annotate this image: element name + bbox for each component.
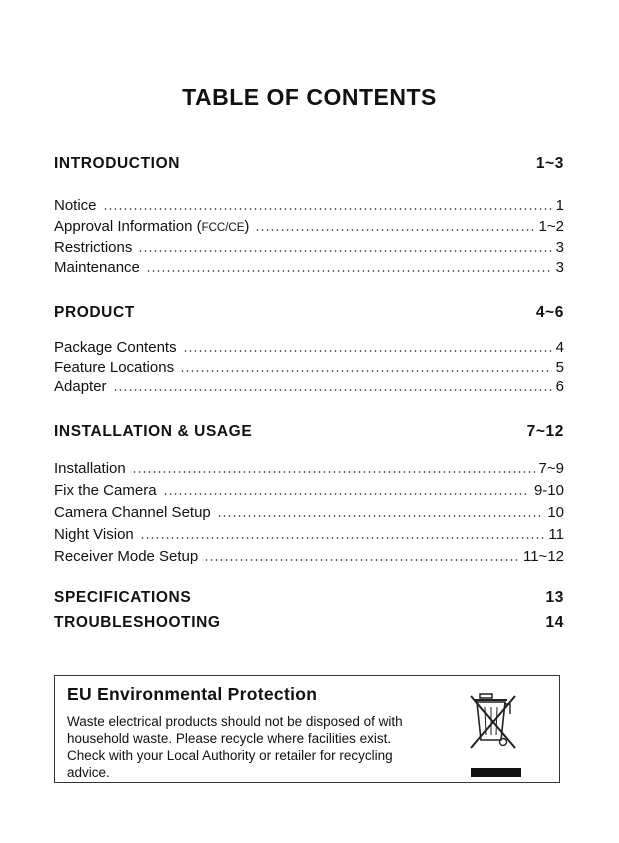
toc-entry-restrictions[interactable] [54, 236, 564, 256]
section-title: INSTALLATION & USAGE [54, 423, 253, 440]
toc-page: 11~12 [522, 548, 564, 565]
section-title: INTRODUCTION [54, 155, 181, 172]
dot-leader [138, 250, 551, 252]
section-pages: 14 [545, 614, 564, 631]
dot-leader [183, 350, 552, 352]
section-introduction[interactable] [54, 155, 564, 175]
toc-entry-package-contents[interactable] [54, 336, 564, 356]
section-title: TROUBLESHOOTING [54, 614, 221, 631]
toc-entry-night-vision[interactable] [54, 523, 564, 543]
eu-notice-line: Check with your Local Authority or retailer for recycling [67, 748, 393, 763]
toc-label-small: FCC/CE [201, 222, 245, 234]
eu-notice-line: advice. [67, 765, 110, 780]
eu-notice-line: household waste. Please recycle where facilities exist. [67, 731, 392, 746]
toc-entry-adapter[interactable] [54, 375, 564, 395]
toc-label: Night Vision [54, 526, 134, 543]
toc-label: Receiver Mode Setup [54, 548, 199, 565]
toc-page: 10 [547, 504, 564, 521]
toc-label: Maintenance [54, 259, 140, 276]
section-installation-usage[interactable] [54, 423, 564, 443]
eu-notice-title: EU Environmental Protection [67, 684, 318, 704]
toc-label: Adapter [54, 378, 107, 395]
dot-leader [217, 515, 544, 517]
dot-leader [132, 471, 535, 473]
section-pages: 4~6 [535, 304, 564, 321]
toc-page: 11 [548, 526, 564, 543]
toc-entry-approval-information[interactable] [54, 215, 564, 235]
dot-leader [140, 537, 545, 539]
section-pages: 7~12 [526, 423, 564, 440]
toc-entry-installation[interactable] [54, 457, 564, 477]
toc-label: Fix the Camera [54, 482, 157, 499]
dot-leader [103, 208, 552, 210]
toc-label: Camera Channel Setup [54, 504, 211, 521]
toc-label [54, 218, 249, 235]
crossed-out-wheelie-bin-icon [465, 688, 525, 778]
toc-entry-camera-channel-setup[interactable] [54, 501, 564, 521]
toc-label: Restrictions [54, 239, 133, 256]
toc-label: Installation [54, 460, 126, 477]
eu-notice-line: Waste electrical products should not be disposed of with [67, 714, 403, 729]
toc-page: 6 [555, 378, 564, 395]
section-pages: 1~3 [535, 155, 564, 172]
dot-leader [180, 370, 552, 372]
dot-leader [204, 559, 519, 561]
page-title: TABLE OF CONTENTS [182, 84, 437, 110]
section-product[interactable] [54, 304, 564, 324]
toc-page: 1~2 [538, 218, 564, 235]
dot-leader [146, 270, 552, 272]
toc-entry-receiver-mode-setup[interactable] [54, 545, 564, 565]
toc-label: Package Contents [54, 339, 177, 356]
toc-page: 4 [555, 339, 564, 356]
dot-leader [113, 389, 552, 391]
dot-leader [255, 229, 534, 231]
toc-page: 7~9 [538, 460, 564, 477]
toc-page: 1 [555, 197, 564, 214]
eu-environmental-notice [54, 675, 560, 783]
toc-page: 3 [555, 259, 564, 276]
toc-entry-feature-locations[interactable] [54, 356, 564, 376]
section-title: SPECIFICATIONS [54, 589, 192, 606]
toc-label-suffix: ) [244, 218, 250, 235]
toc-entry-maintenance[interactable] [54, 256, 564, 276]
section-pages: 13 [545, 589, 564, 606]
dot-leader [163, 493, 530, 495]
section-troubleshooting[interactable] [54, 614, 564, 634]
toc-label-text: Approval Information ( [54, 218, 202, 235]
section-specifications[interactable] [54, 589, 564, 609]
toc-page: 5 [555, 359, 564, 376]
toc-entry-notice[interactable] [54, 194, 564, 214]
toc-page: 3 [555, 239, 564, 256]
toc-page: 9-10 [533, 482, 564, 499]
eu-notice-text [67, 713, 439, 781]
toc-label: Notice [54, 197, 97, 214]
toc-label: Feature Locations [54, 359, 175, 376]
section-title: PRODUCT [54, 304, 135, 321]
toc-entry-fix-the-camera[interactable] [54, 479, 564, 499]
